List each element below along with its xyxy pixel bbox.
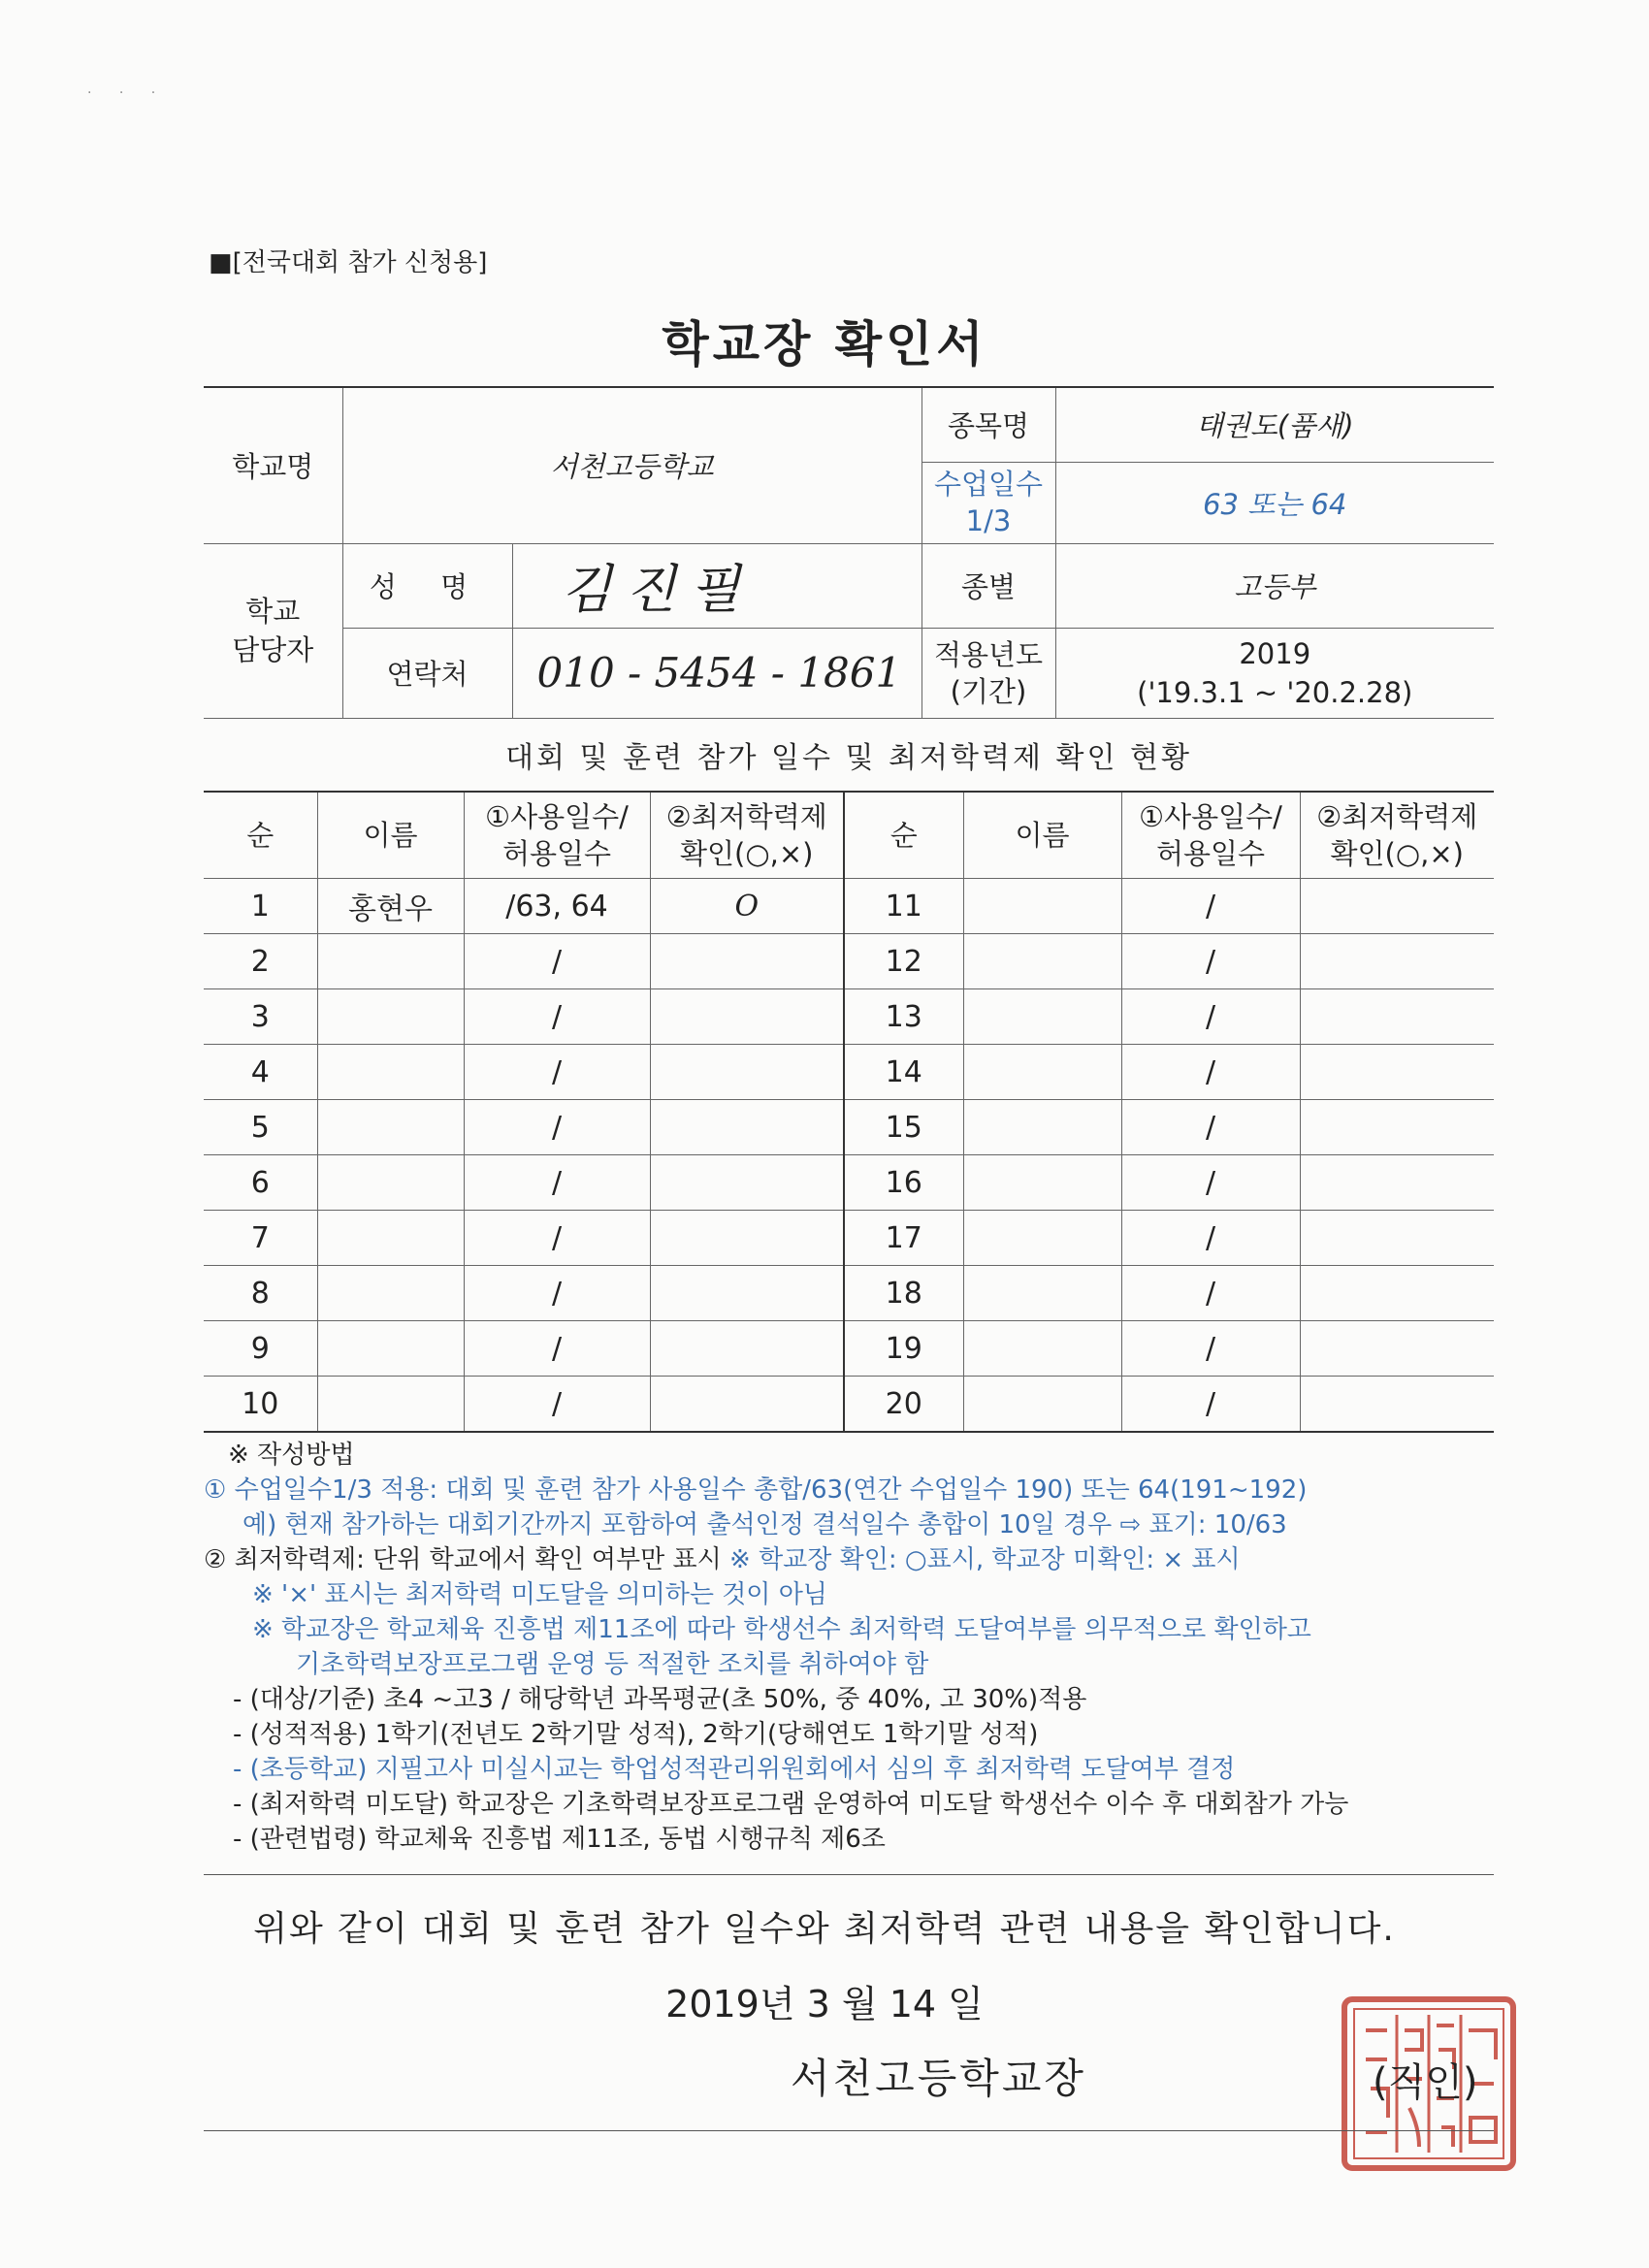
row-no: 5 xyxy=(204,1100,317,1155)
row-no: 3 xyxy=(204,989,317,1045)
row-no: 6 xyxy=(204,1155,317,1211)
row-check-right xyxy=(1300,1377,1494,1433)
row-name: 홍현우 xyxy=(317,879,464,934)
row-no: 8 xyxy=(204,1266,317,1321)
note-2a-marks: ※ 학교장 확인: ○표시, 학교장 미확인: × 표시 xyxy=(729,1545,1241,1574)
header-days-right-line2: 허용일수 xyxy=(1155,837,1266,870)
category-label: 종별 xyxy=(922,543,1055,628)
row-check xyxy=(650,1321,844,1377)
detail-1: - (대상/기준) 초4 ~고3 / 해당학년 과목평균(초 50%, 중 40%, 고 30%)적용 xyxy=(233,1685,1087,1714)
row-name-right xyxy=(963,1155,1121,1211)
year-label-line2: (기간) xyxy=(950,674,1027,708)
row-days: /63, 64 xyxy=(464,879,650,934)
row-check xyxy=(650,1100,844,1155)
row-check xyxy=(650,1045,844,1100)
instructions xyxy=(204,1438,1504,1857)
form-tag: ■[전국대회 참가 신청용] xyxy=(209,248,488,277)
name-value-cell xyxy=(512,543,922,628)
note-2b: ※ '×' 표시는 최저학력 미도달을 의미하는 것이 아님 xyxy=(252,1580,827,1609)
row-no-right: 12 xyxy=(844,934,963,989)
detail-5: - (관련법령) 학교체육 진흥법 제11조, 동법 시행규칙 제6조 xyxy=(233,1825,886,1854)
row-no: 4 xyxy=(204,1045,317,1100)
name-label: 성 명 xyxy=(342,543,512,628)
row-no: 9 xyxy=(204,1321,317,1377)
table-row xyxy=(204,934,1494,989)
section-title: 대회 및 훈련 참가 일수 및 최저학력제 확인 현황 xyxy=(505,741,1192,775)
row-check xyxy=(650,989,844,1045)
note-2a-text: ② 최저학력제: 단위 학교에서 확인 여부만 표시 xyxy=(204,1545,730,1574)
category-value: 고등부 xyxy=(1055,543,1494,628)
row-name-right xyxy=(963,1100,1121,1155)
note-2d: 기초학력보장프로그램 운영 등 적절한 조치를 취하여야 함 xyxy=(296,1650,929,1679)
note-2c: ※ 학교장은 학교체육 진흥법 제11조에 따라 학생선수 최저학력 도달여부를 의무적으로 확인하고 xyxy=(252,1615,1311,1644)
row-name-right xyxy=(963,879,1121,934)
row-days-right: / xyxy=(1121,879,1300,934)
row-days-right: / xyxy=(1121,934,1300,989)
name-value: 김진필 xyxy=(561,559,754,620)
row-check xyxy=(650,1211,844,1266)
row-check-right xyxy=(1300,879,1494,934)
year-label-line1: 적용년도 xyxy=(933,637,1044,671)
days-label-line2: 1/3 xyxy=(965,504,1012,537)
manager-label xyxy=(204,543,342,718)
header-days xyxy=(464,792,650,879)
row-days: / xyxy=(464,1045,650,1100)
row-days-right: / xyxy=(1121,1377,1300,1433)
confirmation-statement: 위와 같이 대회 및 훈련 참가 일수와 최저학력 관련 내용을 확인합니다. xyxy=(253,1909,1396,1949)
row-check xyxy=(650,934,844,989)
row-days: / xyxy=(464,989,650,1045)
school-value: 서천고등학교 xyxy=(342,387,922,543)
row-check xyxy=(650,1266,844,1321)
row-name-right xyxy=(963,934,1121,989)
row-name-right xyxy=(963,1266,1121,1321)
row-days-right: / xyxy=(1121,989,1300,1045)
header-no: 순 xyxy=(204,792,317,879)
row-no: 2 xyxy=(204,934,317,989)
year-value-line2: ('19.3.1 ~ '20.2.28) xyxy=(1137,675,1413,709)
row-days-right: / xyxy=(1121,1045,1300,1100)
row-no-right: 19 xyxy=(844,1321,963,1377)
notes-heading: ※ 작성방법 xyxy=(228,1441,355,1470)
page-title: 학교장 확인서 xyxy=(662,316,987,373)
row-no-right: 20 xyxy=(844,1377,963,1433)
row-check-right xyxy=(1300,1211,1494,1266)
row-no-right: 17 xyxy=(844,1211,963,1266)
days-value: 63 또는 64 xyxy=(1055,462,1494,543)
row-name-right xyxy=(963,1045,1121,1100)
row-name-right xyxy=(963,989,1121,1045)
table-row xyxy=(204,879,1494,934)
table-row xyxy=(204,1321,1494,1377)
row-days: / xyxy=(464,1321,650,1377)
year-value xyxy=(1055,628,1494,718)
row-days: / xyxy=(464,934,650,989)
row-days-right: / xyxy=(1121,1321,1300,1377)
row-no-right: 11 xyxy=(844,879,963,934)
row-check-right xyxy=(1300,1321,1494,1377)
contact-label: 연락처 xyxy=(342,628,512,718)
row-check-right xyxy=(1300,989,1494,1045)
row-name-right xyxy=(963,1321,1121,1377)
row-days: / xyxy=(464,1266,650,1321)
table-row xyxy=(204,989,1494,1045)
row-name xyxy=(317,1100,464,1155)
scan-artifact: · · · xyxy=(87,85,168,101)
row-no: 1 xyxy=(204,879,317,934)
header-check xyxy=(650,792,844,879)
row-no: 7 xyxy=(204,1211,317,1266)
event-label: 종목명 xyxy=(922,387,1055,462)
row-name xyxy=(317,934,464,989)
row-name xyxy=(317,1266,464,1321)
row-check xyxy=(650,1155,844,1211)
table-row xyxy=(204,1211,1494,1266)
row-days-right: / xyxy=(1121,1100,1300,1155)
detail-2: - (성적적용) 1학기(전년도 2학기말 성적), 2학기(당해연도 1학기말 성적) xyxy=(233,1720,1039,1749)
header-name-right: 이름 xyxy=(963,792,1121,879)
header-no-right: 순 xyxy=(844,792,963,879)
contact-value: 010 - 5454 - 1861 xyxy=(536,649,902,697)
row-name-right xyxy=(963,1377,1121,1433)
row-name xyxy=(317,1211,464,1266)
row-days: / xyxy=(464,1211,650,1266)
header-days-right xyxy=(1121,792,1300,879)
row-name xyxy=(317,1321,464,1377)
row-days-right: / xyxy=(1121,1266,1300,1321)
row-name xyxy=(317,1155,464,1211)
table-row xyxy=(204,1266,1494,1321)
row-days-right: / xyxy=(1121,1155,1300,1211)
issue-date: 2019년 3 월 14 일 xyxy=(665,1983,984,2025)
row-check-right xyxy=(1300,934,1494,989)
contact-value-cell xyxy=(512,628,922,718)
divider-top xyxy=(204,1874,1494,1875)
row-check-right xyxy=(1300,1266,1494,1321)
row-no-right: 15 xyxy=(844,1100,963,1155)
header-check-line1: ②최저학력제 xyxy=(665,800,827,833)
row-name xyxy=(317,1045,464,1100)
row-days: / xyxy=(464,1155,650,1211)
year-label xyxy=(922,628,1055,718)
detail-4: - (최저학력 미도달) 학교장은 기초학력보장프로그램 운영하여 미도달 학생선수 이수 후 대회참가 가능 xyxy=(233,1790,1349,1819)
header-check-right-line2: 확인(○,×) xyxy=(1330,837,1464,870)
header-days-line2: 허용일수 xyxy=(501,837,612,870)
row-no-right: 14 xyxy=(844,1045,963,1100)
days-label xyxy=(922,462,1055,543)
table-row xyxy=(204,1155,1494,1211)
row-no: 10 xyxy=(204,1377,317,1433)
row-check-right xyxy=(1300,1155,1494,1211)
note-1a: ① 수업일수1/3 적용: 대회 및 훈련 참가 사용일수 총합/63(연간 수업일수 190) 또는 64(191~192) xyxy=(204,1475,1308,1505)
divider-bottom xyxy=(204,2130,1494,2131)
row-days-right: / xyxy=(1121,1211,1300,1266)
table-row xyxy=(204,1377,1494,1433)
header-name: 이름 xyxy=(317,792,464,879)
row-name xyxy=(317,1377,464,1433)
school-label: 학교명 xyxy=(204,387,342,543)
row-days: / xyxy=(464,1100,650,1155)
row-check-right xyxy=(1300,1045,1494,1100)
seal-mark-label: (직인) xyxy=(1373,2060,1478,2105)
row-no-right: 16 xyxy=(844,1155,963,1211)
header-days-right-line1: ①사용일수/ xyxy=(1139,800,1282,833)
row-name xyxy=(317,989,464,1045)
event-value: 태권도(품새) xyxy=(1055,387,1494,462)
manager-label-line2: 담당자 xyxy=(232,633,314,666)
participation-table xyxy=(204,791,1494,1433)
row-check: O xyxy=(650,879,844,934)
note-2a xyxy=(204,1542,1504,1577)
row-no-right: 13 xyxy=(844,989,963,1045)
manager-label-line1: 학교 xyxy=(245,595,301,628)
header-check-right-line1: ②최저학력제 xyxy=(1316,800,1478,833)
detail-3: - (초등학교) 지필고사 미실시교는 학업성적관리위원회에서 심의 후 최저학력 도달여부 결정 xyxy=(233,1755,1236,1784)
row-days: / xyxy=(464,1377,650,1433)
header-check-right xyxy=(1300,792,1494,879)
days-label-line1: 수업일수 xyxy=(933,468,1044,501)
header-check-line2: 확인(○,×) xyxy=(680,837,814,870)
row-check xyxy=(650,1377,844,1433)
note-1b: 예) 현재 참가하는 대회기간까지 포함하여 출석인정 결석일수 총합이 10일 경우 ⇨ 표기: 10/63 xyxy=(242,1510,1287,1539)
year-value-line1: 2019 xyxy=(1239,636,1311,670)
row-check-right xyxy=(1300,1100,1494,1155)
row-no-right: 18 xyxy=(844,1266,963,1321)
table-row xyxy=(204,1100,1494,1155)
table-header-row xyxy=(204,792,1494,879)
principal-name: 서천고등학교장 xyxy=(791,2055,1087,2102)
header-days-line1: ①사용일수/ xyxy=(485,800,629,833)
table-row xyxy=(204,1045,1494,1100)
row-name-right xyxy=(963,1211,1121,1266)
info-table xyxy=(204,386,1494,719)
